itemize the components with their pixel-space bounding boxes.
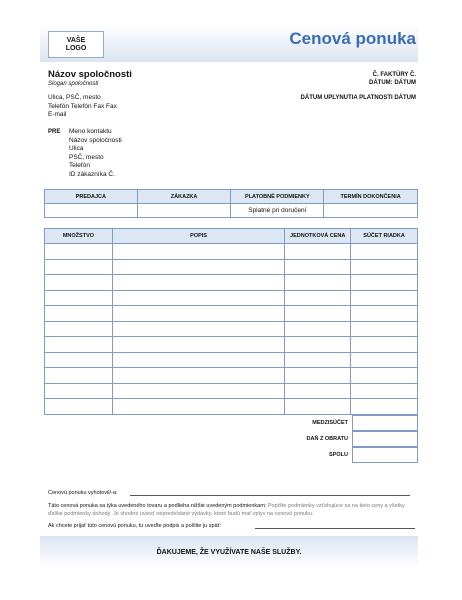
terms-note-bold: Táto cenová ponuka sa týka uvedeného tovaru a podlieha nižšie uvedeným podmienkam: — [48, 503, 267, 509]
logo-placeholder — [48, 31, 104, 58]
company-phones: Telefón Telefón Fax Fax — [48, 102, 117, 110]
thank-you-text: ĎAKUJEME, ŽE VYUŽÍVATE NAŠE SLUŽBY. — [156, 548, 302, 556]
item-cell[interactable] — [285, 352, 351, 368]
item-cell[interactable] — [112, 259, 284, 275]
item-cell[interactable] — [351, 399, 418, 415]
invoice-date: DÁTUM: DÁTUM — [369, 79, 416, 86]
item-cell[interactable] — [285, 337, 351, 353]
table-row — [45, 290, 418, 306]
tax-value[interactable] — [352, 431, 418, 447]
items-header-row — [45, 229, 418, 244]
item-cell[interactable] — [285, 399, 351, 415]
item-cell[interactable] — [112, 290, 284, 306]
company-slogan: Slogan spoločnosti — [48, 81, 99, 87]
item-cell[interactable] — [45, 244, 113, 260]
item-cell[interactable] — [351, 337, 418, 353]
client-phone: Telefón — [69, 162, 90, 169]
item-cell[interactable] — [285, 321, 351, 337]
item-cell[interactable] — [112, 368, 284, 384]
item-cell[interactable] — [285, 290, 351, 306]
invoice-meta — [369, 72, 416, 87]
logo-text: VAŠE LOGO — [65, 36, 87, 52]
table-row — [45, 383, 418, 399]
item-cell[interactable] — [285, 383, 351, 399]
item-cell[interactable] — [112, 399, 284, 415]
item-cell[interactable] — [112, 321, 284, 337]
item-cell[interactable] — [351, 244, 418, 260]
terms-cell[interactable] — [45, 204, 138, 218]
company-address — [48, 94, 117, 120]
subtotal-value[interactable] — [352, 415, 418, 431]
item-cell[interactable] — [45, 383, 113, 399]
client-company: Názov spoločnosti — [69, 136, 122, 144]
table-row — [45, 259, 418, 275]
item-cell[interactable] — [351, 306, 418, 322]
footer-band — [40, 536, 418, 568]
client-customer-id: ID zákazníka Č. — [69, 170, 115, 178]
table-row — [45, 244, 418, 260]
item-cell[interactable] — [351, 259, 418, 275]
terms-cell[interactable]: Splatné pri doručení — [231, 204, 324, 218]
terms-header-cell: TERMÍN DOKONČENIA — [324, 190, 418, 204]
prepared-by-line[interactable] — [130, 495, 410, 496]
item-cell[interactable] — [112, 275, 284, 291]
items-table — [44, 228, 418, 415]
table-row — [45, 321, 418, 337]
totals-block — [44, 415, 418, 463]
item-cell[interactable] — [112, 306, 284, 322]
table-row — [45, 337, 418, 353]
item-cell[interactable] — [351, 383, 418, 399]
tax-row — [44, 431, 418, 447]
item-cell[interactable] — [351, 290, 418, 306]
subtotal-row — [44, 415, 418, 431]
client-for-label: PRE — [48, 129, 61, 135]
table-row — [45, 352, 418, 368]
terms-header-cell: PLATOBNÉ PODMIENKY — [231, 190, 324, 204]
table-row — [45, 368, 418, 384]
company-name: Názov spoločnosti — [48, 69, 132, 80]
item-cell[interactable] — [112, 244, 284, 260]
item-cell[interactable] — [351, 352, 418, 368]
total-value[interactable] — [352, 447, 418, 463]
item-cell[interactable] — [45, 259, 113, 275]
terms-data-row — [45, 204, 418, 218]
terms-cell[interactable] — [324, 204, 418, 218]
item-cell[interactable] — [45, 321, 113, 337]
item-cell[interactable] — [285, 244, 351, 260]
items-header-cell: JEDNOTKOVÁ CENA — [285, 229, 351, 244]
client-contact: Meno kontaktu — [69, 128, 112, 135]
accept-label: Ak chcete prijať túto cenovú ponuku, tu uveďte podpis a pošlite ju späť: — [48, 523, 222, 529]
invoice-number: Č. FAKTÚRY Č. — [372, 72, 416, 78]
client-city: PSČ, mesto — [69, 153, 104, 161]
tax-label: DAŇ Z OBRATU — [306, 436, 348, 442]
item-cell[interactable] — [351, 275, 418, 291]
item-cell[interactable] — [285, 275, 351, 291]
item-cell[interactable] — [112, 337, 284, 353]
terms-header-cell: ZÁKAZKA — [137, 190, 231, 204]
item-cell[interactable] — [45, 352, 113, 368]
item-cell[interactable] — [285, 368, 351, 384]
table-row — [45, 399, 418, 415]
terms-header-row — [45, 190, 418, 204]
items-header-cell: SÚČET RIADKA — [351, 229, 418, 244]
item-cell[interactable] — [112, 383, 284, 399]
table-row — [45, 275, 418, 291]
item-cell[interactable] — [45, 368, 113, 384]
table-row — [45, 306, 418, 322]
item-cell[interactable] — [45, 290, 113, 306]
items-header-cell: POPIS — [112, 229, 284, 244]
item-cell[interactable] — [45, 337, 113, 353]
item-cell[interactable] — [45, 306, 113, 322]
total-row — [44, 447, 418, 463]
total-label: SPOLU — [329, 452, 348, 458]
items-header-cell: MNOŽSTVO — [45, 229, 113, 244]
item-cell[interactable] — [351, 321, 418, 337]
item-cell[interactable] — [351, 368, 418, 384]
subtotal-label: MEDZISÚČET — [312, 420, 348, 426]
item-cell[interactable] — [112, 352, 284, 368]
item-cell[interactable] — [45, 275, 113, 291]
item-cell[interactable] — [285, 306, 351, 322]
signature-line[interactable] — [255, 528, 415, 529]
client-block — [69, 128, 122, 179]
terms-table — [44, 189, 418, 218]
company-address-line: Ulica, PSČ, mesto — [48, 94, 101, 101]
client-street: Ulica — [69, 145, 84, 152]
terms-note — [48, 503, 418, 518]
item-cell[interactable] — [285, 259, 351, 275]
terms-header-cell: PREDAJCA — [45, 190, 138, 204]
terms-cell[interactable] — [137, 204, 231, 218]
validity-date: DÁTUM UPLYNUTIA PLATNOSTI DÁTUM — [300, 95, 416, 101]
page-title: Cenová ponuka — [289, 29, 416, 48]
item-cell[interactable] — [45, 399, 113, 415]
terms-note-grey: Popíšte podmienky vzťahujúce sa na tieto ceny a všetky ďalšie podmienky dohody. Je vhodné uviesť nepredvídané výdavky, ktoré budú mať vplyv na cenovú ponuku. — [48, 503, 405, 517]
company-email: E-mail — [48, 111, 67, 118]
prepared-by-label: Cenovú ponuku vyhotovil/-a: — [48, 490, 118, 496]
